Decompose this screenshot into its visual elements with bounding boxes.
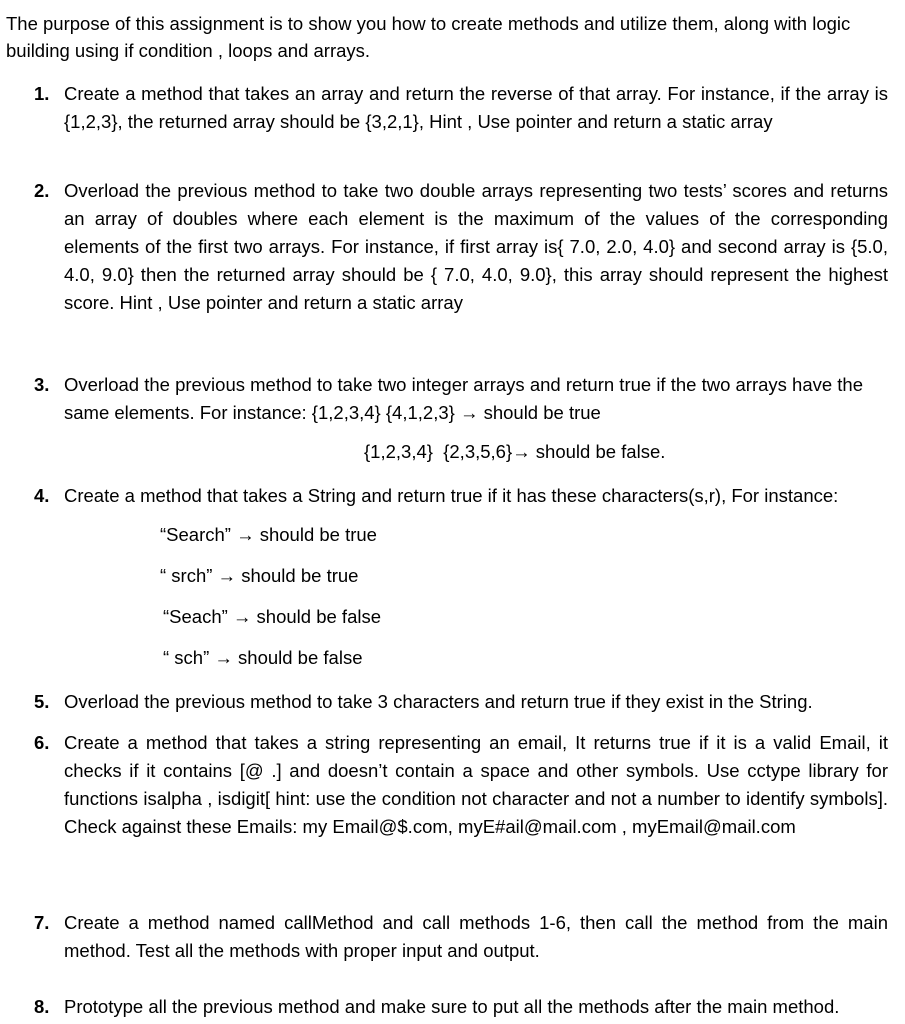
item-number: 7. [34,912,50,933]
list-item-7 [34,909,888,965]
item-4-example: “ sch” → should be false [163,647,363,668]
item-text: Create a method named callMethod and call methods 1-6, then call the method from the main method. Test all the methods with proper input and output. [64,912,888,961]
item-number: 1. [34,83,50,104]
item-number: 8. [34,996,50,1017]
item-4-example: “Seach” → should be false [163,606,382,627]
list-item-6 [34,729,888,841]
item-4-example: “ srch” → should be true [160,565,359,586]
item-text: Create a method that takes an array and return the reverse of that array. For instance, if the array is {1,2,3}, the returned array should be {3,2,1}, Hint , Use pointer and return a static array [64,83,888,132]
item-4-example: “Search” → should be true [160,524,377,545]
item-text: Overload the previous method to take two integer arrays and return true if the two arrays have the same elements. For instance: {1,2,3,4} {4,1,2,3} → should be true [64,374,864,423]
item-text: Create a method that takes a string representing an email, It returns true if it is a valid Email, it checks if it contains [@ .] and doesn’t contain a space and other symbols. Use cctype library for functions isalpha , isdigit[ hint: use the condition not character and not a number to identify symbols]. Check against these Emails: my Email@$.com, myE#ail@mail.com , myEmail@mail.com [64,732,888,837]
list-item-1 [34,80,888,136]
item-text: Overload the previous method to take 3 characters and return true if they exist in the String. [64,691,813,712]
item-number: 3. [34,374,50,395]
list-item-2 [34,177,888,317]
list-item-5 [34,688,888,716]
intro-paragraph: The purpose of this assignment is to show you how to create methods and utilize them, along with logic building using if condition , loops and arrays. [6,13,851,61]
item-number: 5. [34,691,50,712]
item-text: Overload the previous method to take two double arrays representing two tests’ scores and returns an array of doubles where each element is the maximum of the values of the corresponding elements of the first two arrays. For instance, if first array is{ 7.0, 2.0, 4.0} and second array is {5.0, 4.0, 9.0} then the returned array should be { 7.0, 4.0, 9.0}, this array should represent the highest score. Hint , Use pointer and return a static array [64,180,888,313]
item-number: 4. [34,485,50,506]
item-number: 2. [34,180,50,201]
list-item-8 [34,993,888,1021]
list-item-4 [34,482,888,510]
item-number: 6. [34,732,50,753]
item-text: Prototype all the previous method and make sure to put all the methods after the main method. [64,996,840,1017]
item-text: Create a method that takes a String and return true if it has these characters(s,r), For instance: [64,485,839,506]
item-3-example: {1,2,3,4} {2,3,5,6}→ should be false. [364,441,666,462]
list-item-3 [34,371,888,427]
